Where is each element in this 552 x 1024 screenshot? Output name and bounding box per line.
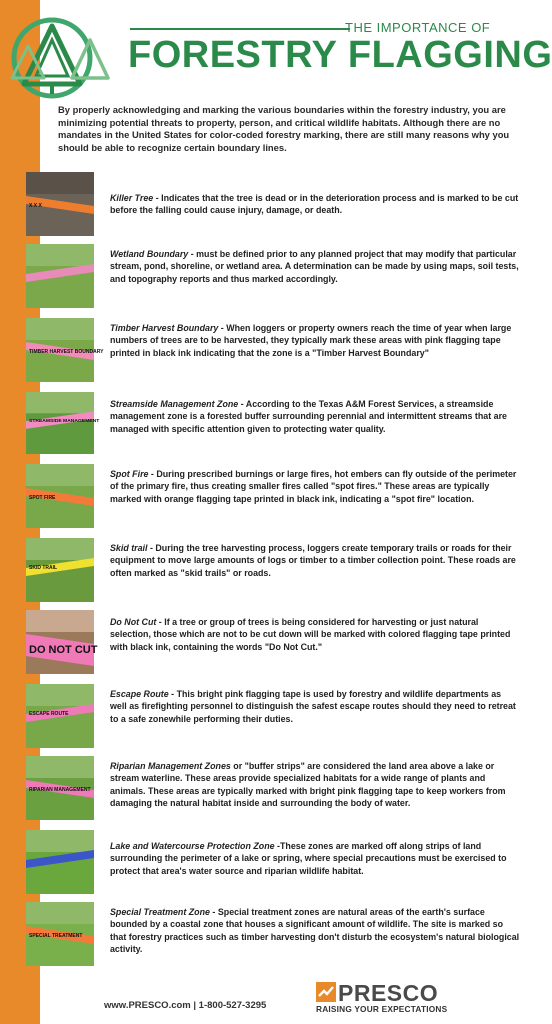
entry-description [110, 542, 520, 579]
entry-description [110, 398, 520, 435]
entry-term: Special Treatment Zone [110, 907, 210, 917]
flagging-tape-photo [26, 392, 100, 454]
page-title: FORESTRY FLAGGING [128, 34, 552, 76]
entry-text: - must be defined prior to any planned project that may modify that particular stream, pond, shoreline, or wetland area. A determination can be made by using maps, soil tests, and topography reports and thus marked accordingly. [110, 249, 519, 284]
svg-text:STREAMSIDE MANAGEMENT: STREAMSIDE MANAGEMENT [29, 419, 100, 424]
flagging-tape-photo [26, 244, 94, 308]
entry-description [110, 906, 520, 956]
svg-text:ESCAPE ROUTE: ESCAPE ROUTE [29, 711, 69, 717]
svg-text:RIPARIAN MANAGEMENT: RIPARIAN MANAGEMENT [29, 787, 91, 793]
entry-text: - During prescribed burnings or large fires, hot embers can fly outside of the perimeter of the primary fire, thus creating smaller fires called "spot fires." These areas are typically marked with orange flagging tape printed in black ink, indicating a "spot fire" location. [110, 469, 517, 504]
entry-description [110, 248, 520, 285]
entry-term: Spot Fire [110, 469, 149, 479]
svg-text:SPECIAL TREATMENT: SPECIAL TREATMENT [29, 933, 83, 939]
flagging-tape-photo [26, 902, 94, 966]
title-rule [130, 28, 350, 30]
entry-text: - When loggers or property owners reach the time of year when large numbers of trees are to be harvested, they typically mark these areas with pink flagging tape printed in black ink indicating that the zone is a "Timber Harvest Boundary" [110, 323, 512, 358]
entry-text: - Indicates that the tree is dead or in the deterioration process and is marked to be cut before the falling could cause injury, damage, or death. [110, 193, 519, 216]
entry-term: Skid trail [110, 543, 148, 553]
entry-text: - According to the Texas A&M Forest Services, a streamside management zone is a forested buffer surrounding perennial and intermittent streams that are managed with specific attention given to protecting water quality. [110, 399, 507, 434]
entry-term: Timber Harvest Boundary [110, 323, 219, 333]
entry-text: - During the tree harvesting process, loggers create temporary trails or roads for their equipment to move large amounts of logs or timber to a timber collection point. These roads are often marked as "skid trails" or roads. [110, 543, 516, 578]
flagging-tape-photo [26, 538, 94, 602]
svg-text:X X X: X X X [29, 203, 42, 209]
presco-mark-icon [316, 982, 336, 1002]
entry-term: Killer Tree [110, 193, 154, 203]
flagging-tape-photo [26, 756, 94, 820]
entry-term: Riparian Management Zones [110, 761, 231, 771]
svg-text:TIMBER HARVEST BOUNDARY: TIMBER HARVEST BOUNDARY [29, 349, 104, 355]
flagging-tape-photo [26, 464, 94, 528]
entry-text: or "buffer strips" are considered the land area above a lake or stream waterline. These areas provide specialized habitats for a wide range of plants and animals. These areas are typically marked with bright pink flagging tape to keep workers from damaging the natural habitat inside and surrounding the body of water. [110, 761, 506, 809]
entry-description [110, 688, 520, 725]
forest-trees-icon [8, 14, 116, 100]
entry-term: Escape Route [110, 689, 169, 699]
title-small: THE IMPORTANCE OF [345, 20, 491, 35]
svg-text:DO NOT CUT: DO NOT CUT [29, 644, 98, 656]
entry-text: -These zones are marked off along strips of land surrounding the perimeter of a lake or spring, where special precautions must be exercised to protect that area's water source and riparian wildlife habitat. [110, 841, 507, 876]
entry-description [110, 468, 520, 505]
entry-text: - If a tree or group of trees is being considered for harvesting or just natural selection, those which are not to be cut down will be marked with colored flagging tape printed with black ink, containing the words "Do Not Cut." [110, 617, 511, 652]
presco-logo [316, 980, 516, 1016]
presco-brand: PRESCO [338, 980, 439, 1006]
entry-term: Streamside Management Zone [110, 399, 239, 409]
flagging-tape-photo [26, 610, 98, 674]
entry-text: - Special treatment zones are natural areas of the earth's surface bounded by a coastal zone that houses a significant amount of wildlife. The site is marked so that forestry practices such as timber harvesting don't disturb the ecosystem's natural biological activity. [110, 907, 520, 955]
entry-term: Wetland Boundary [110, 249, 189, 259]
svg-text:SKID TRAIL: SKID TRAIL [29, 565, 58, 571]
flagging-tape-photo [26, 318, 104, 382]
entry-term: Do Not Cut [110, 617, 157, 627]
entry-text: - This bright pink flagging tape is used by forestry and wildlife departments as well as firefighting personnel to distinguish the safest escape routes should they need to retreat to a safe zonewhile performing their duties. [110, 689, 516, 724]
entry-term: Lake and Watercourse Protection Zone [110, 841, 275, 851]
entry-description [110, 322, 520, 359]
entry-description [110, 616, 520, 653]
flagging-tape-photo [26, 830, 94, 894]
entry-description [110, 192, 520, 217]
intro-paragraph: By properly acknowledging and marking the various boundaries within the forestry industry, you are minimizing potential threats to property, person, and critical wildlife habitats. Although there are no mandates in the United States for color-coded forestry marking, there are still many reasons why you should be able to recognize certain boundary lines. [58, 104, 510, 153]
footer-contact[interactable]: www.PRESCO.com | 1-800-527-3295 [104, 1000, 267, 1011]
svg-text:SPOT FIRE: SPOT FIRE [29, 495, 56, 501]
entry-description [110, 840, 520, 877]
flagging-tape-photo [26, 172, 94, 236]
flagging-tape-photo [26, 684, 94, 748]
entry-description [110, 760, 520, 810]
presco-tagline: RAISING YOUR EXPECTATIONS [316, 1004, 448, 1014]
